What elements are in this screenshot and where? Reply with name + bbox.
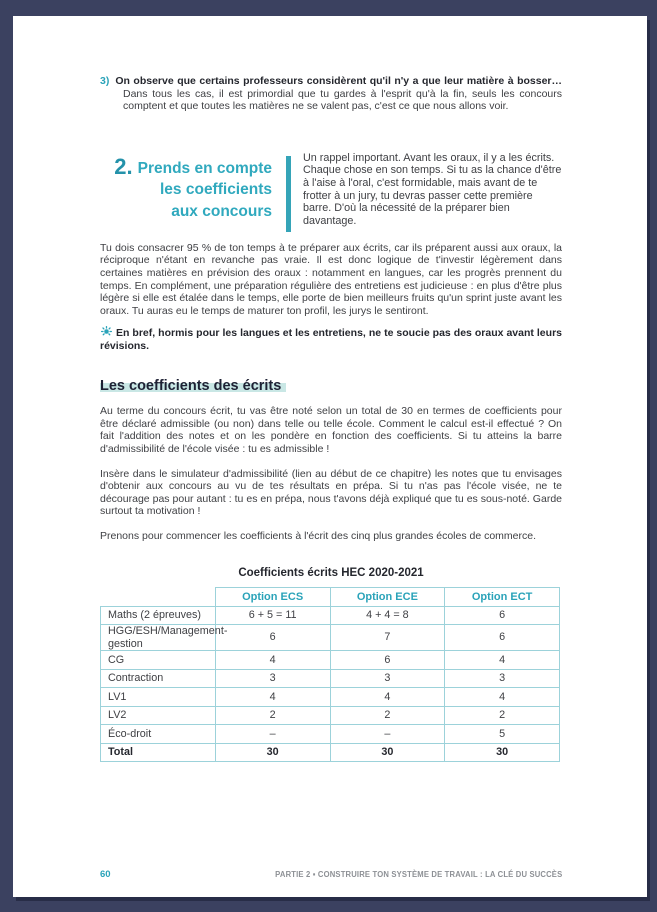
table-header-option-ect: Option ECT	[445, 588, 560, 607]
section-title-line-2: les coefficients	[160, 181, 272, 199]
item-3-text: Dans tous les cas, il est primordial que tu gardes à l'esprit qu'à la fin, seuls les concours comptent et que toutes les matières ne se valent pas, c'est ce que nous allons voir.	[123, 87, 562, 113]
table-header-empty-cell	[101, 588, 216, 607]
subsection-heading: Les coefficients des écrits	[100, 380, 562, 393]
table-row: HGG/ESH/Management-gestion 6 7 6	[101, 625, 560, 651]
section-title-line-3: aux concours	[171, 202, 272, 220]
page-number: 60	[100, 869, 111, 880]
lightbulb-icon	[100, 325, 113, 338]
footer-running-title: PARTIE 2 ▪ CONSTRUIRE TON SYSTÈME DE TRAVAIL : LA CLÉ DU SUCCÈS	[274, 869, 562, 879]
table-header-option-ece: Option ECE	[330, 588, 445, 607]
section-header-row	[52, 150, 562, 232]
table-row: Éco-droit – – 5	[101, 725, 560, 744]
body-paragraph-4: Prenons pour commencer les coefficients à l'écrit des cinq plus grandes écoles de commerce.	[100, 529, 537, 542]
item-3-marker: 3)	[100, 75, 110, 87]
body-paragraph-3: Insère dans le simulateur d'admissibilité (lien au début de ce chapitre) les notes que tu envisages d'obtenir aux concours au vu de tes résultats en prépa. Si tu n'as pas l'école visée, ne te décourage pas pour autant : tu es en prépa, nous t'avons déjà expliqué que tu es sous-noté. Garde surtout ta motivation !	[100, 467, 562, 518]
section-title	[52, 150, 272, 232]
section-number: 2.	[114, 153, 133, 179]
table-row: Maths (2 épreuves) 6 + 5 = 11 4 + 4 = 8 6	[101, 606, 560, 625]
table-row: CG 4 6 4	[101, 651, 560, 670]
table-row-total: Total 30 30 30	[101, 743, 560, 762]
book-page	[13, 16, 647, 897]
vertical-divider-bar	[286, 156, 291, 232]
table-row: LV2 2 2 2	[101, 706, 560, 725]
body-paragraph-1: Tu dois consacrer 95 % de ton temps à te préparer aux écrits, car ils préparent aussi aux oraux, la réciproque n'étant en revanche pas vraie. Il est donc logique de t'investir légèrement dans certaines matières en prévision des oraux : notamment en langues, car les progrès prennent du temps. En complément, une préparation régulière des entretiens est judicieuse : en plus d'être plus légère si elle est étalée dans le temps, elle porte de bien meilleurs fruits qu'un sprint juste avant les oraux. Tu auras eu le temps de maturer ton profil, les jurys le sentiront.	[100, 241, 562, 317]
table-row: Contraction 3 3 3	[101, 669, 560, 688]
table-row: LV1 4 4 4	[101, 688, 560, 707]
tip-text: En bref, hormis pour les langues et les entretiens, ne te soucie pas des oraux avant leurs révisions.	[100, 327, 562, 352]
section-intro-paragraph: Un rappel important. Avant les oraux, il y a les écrits. Chaque chose en son temps. Si tu as la chance d'être à l'aise à l'oral, c'est formidable, mais avant de te frotter à un jury, tu devras passer cette première barre. D'où la nécessité de la préparer bien davantage.	[303, 151, 562, 227]
table-header-option-ecs: Option ECS	[215, 588, 330, 607]
numbered-item-3	[100, 75, 562, 113]
page-content	[13, 16, 647, 762]
coefficients-table	[100, 587, 560, 762]
table-header-row	[101, 588, 560, 607]
section-title-line-1: Prends en compte	[137, 159, 272, 177]
item-3-bold-text: On observe que certains professeurs considèrent qu'il n'y a que leur matière à bosser…	[115, 75, 562, 87]
body-paragraph-2: Au terme du concours écrit, tu vas être noté selon un total de 30 en termes de coefficients pour être déclaré admissible (ou non) dans telle ou telle école. Comment le calcul est-il effectué ? On fait l'addition des notes et on les pondère en fonction des coefficients. Si tu atteins la barre d'admissibilité de l'école visée : tu es admissible !	[100, 405, 562, 455]
table-title: Coefficients écrits HEC 2020-2021	[238, 567, 424, 580]
tip-paragraph	[100, 325, 562, 352]
page-footer	[100, 869, 562, 880]
